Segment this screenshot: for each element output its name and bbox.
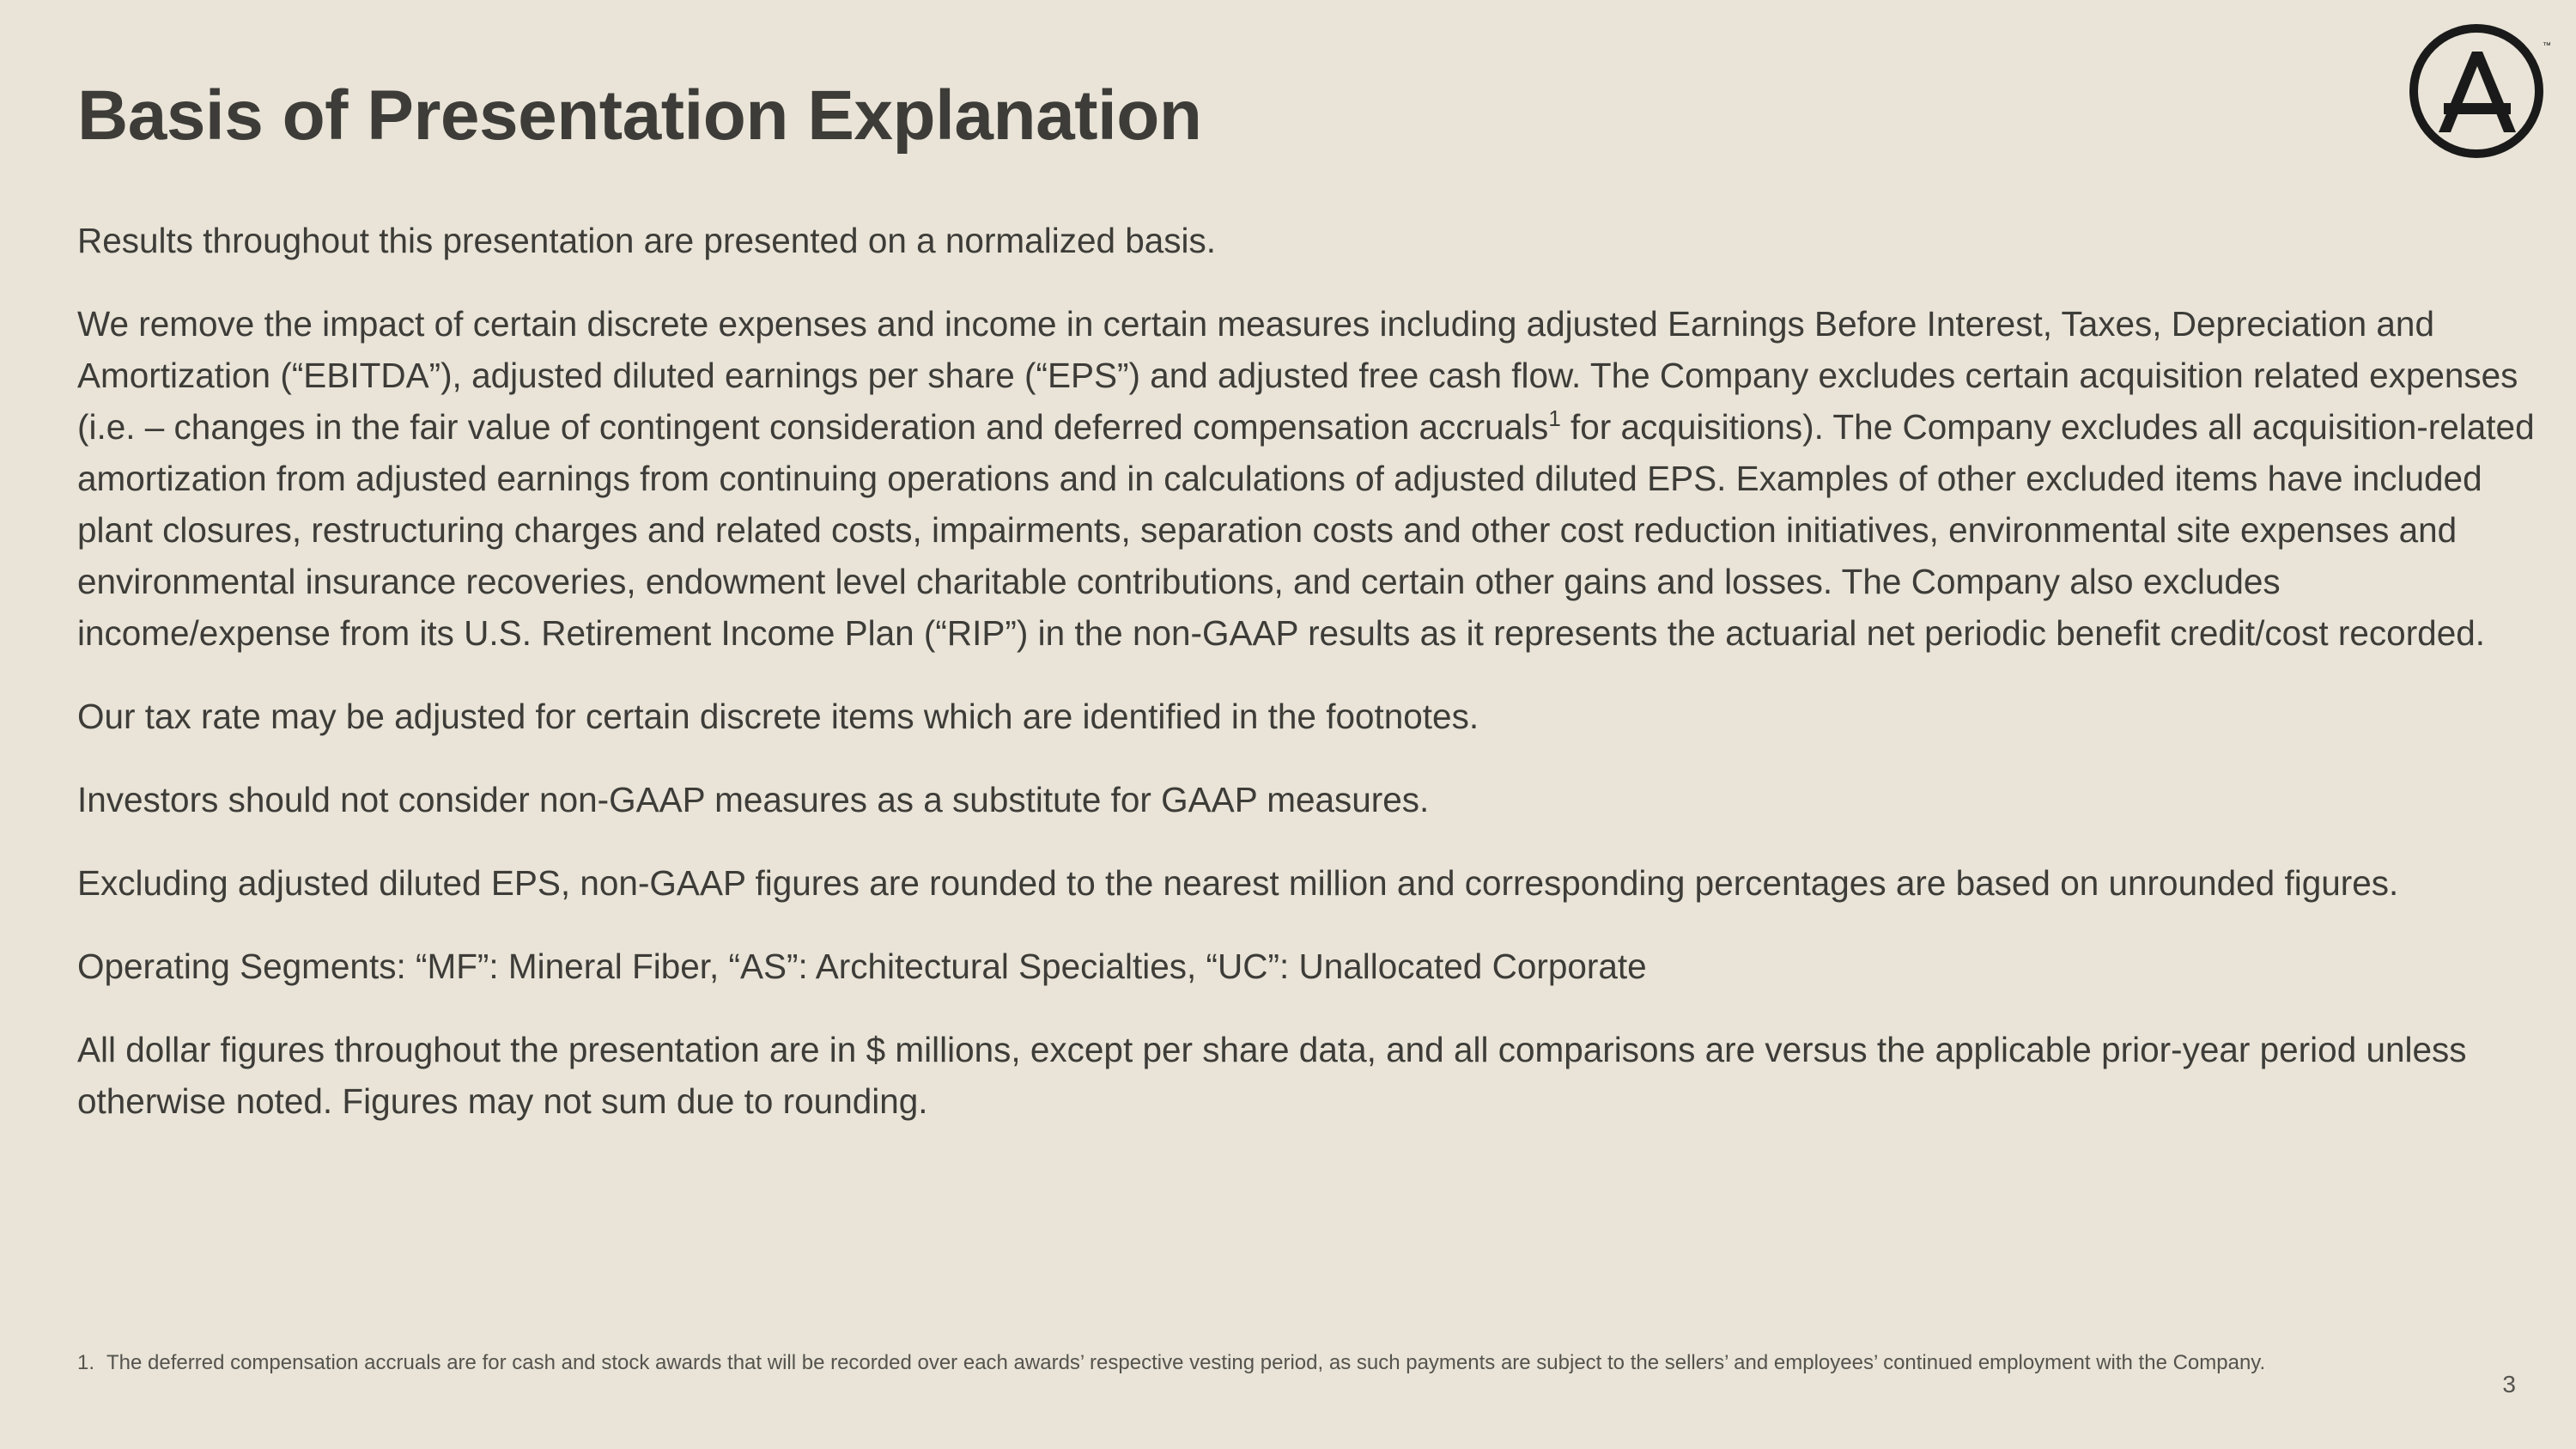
footnote-reference: 1 [1548,405,1561,431]
footnote-text: The deferred compensation accruals are for cash and stock awards that will be recorded over each awards’ respective vesting period, as such payments are subject to the sellers’ and employees’ continued employment with the Company. [106,1351,2266,1374]
slide-title: Basis of Presentation Explanation [77,76,1202,155]
body-content [77,215,2542,1159]
paragraph-dollar-figures: All dollar figures throughout the presentation are in $ millions, except per share data, and all comparisons are versus the applicable prior-year period unless otherwise noted. Figures may not sum due to rounding. [77,1030,2467,1121]
page-number: 3 [2502,1371,2516,1397]
paragraph-rounding: Excluding adjusted diluted EPS, non-GAAP figures are rounded to the nearest million and corresponding percentages are based on unrounded figures. [77,863,2399,903]
paragraph-normalized-basis: Results throughout this presentation are presented on a normalized basis. [77,221,1217,260]
footnote [77,1349,2310,1378]
paragraph-tax-rate: Our tax rate may be adjusted for certain discrete items which are identified in the footnotes. [77,697,1479,736]
paragraph-adjustments-part1: We remove the impact of certain discrete expenses and income in certain measures including adjusted Earnings Before Interest, Taxes, Depreciation and Amortization (“EBITDA”), adjusted diluted earnings per share (“EPS”) and adjusted free cash flow. The Company excludes certain acquisition related expenses (i.e. – changes in the fair value of contingent consideration and deferred compensation accruals [77,304,2518,447]
paragraph-non-gaap-caution: Investors should not consider non-GAAP measures as a substitute for GAAP measures. [77,780,1430,819]
paragraph-operating-segments: Operating Segments: “MF”: Mineral Fiber, “AS”: Architectural Specialties, “UC”: Unallocated Corporate [77,947,1647,986]
footnote-number: 1. [77,1351,95,1374]
trademark-symbol: ™ [2543,41,2551,51]
armstrong-a-logo-icon [2409,19,2555,165]
paragraph-adjustments [77,298,2542,659]
paragraph-adjustments-part2: for acquisitions). The Company excludes all acquisition-related amortization from adjusted earnings from continuing operations and in calculations of adjusted diluted EPS. Examples of other excluded items have included plant closures, restructuring charges and related costs, impairments, separation costs and other cost reduction initiatives, environmental site expenses and environmental insurance recoveries, endowment level charitable contributions, and certain other gains and losses. The Company also excludes income/expense from its U.S. Retirement Income Plan (“RIP”) in the non-GAAP results as it represents the actuarial net periodic benefit credit/cost recorded. [77,407,2535,653]
